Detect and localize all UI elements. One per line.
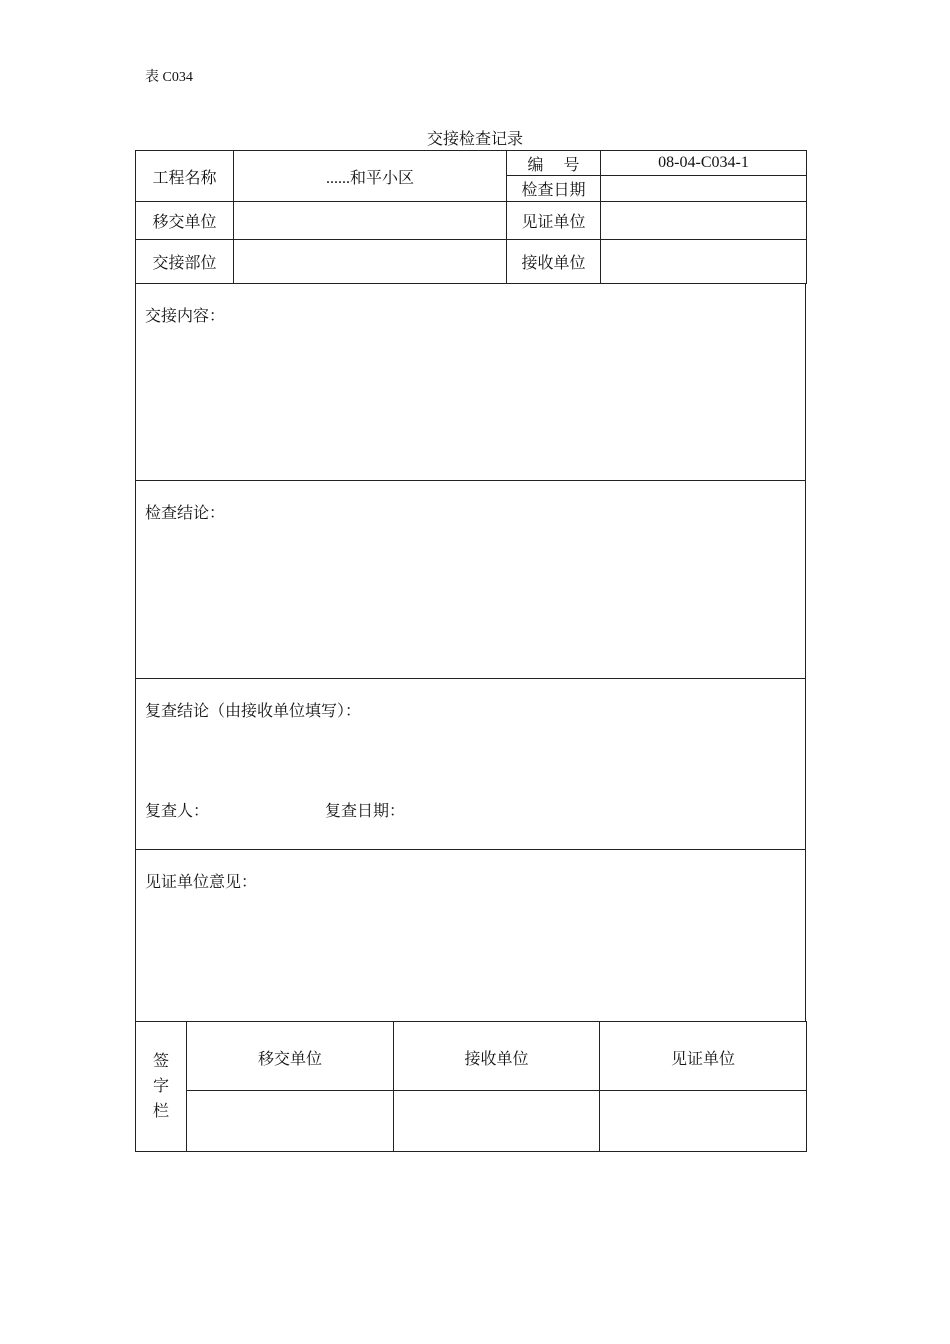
witness-unit-label: 见证单位 xyxy=(507,202,601,240)
review-conclusion-label: 复查结论（由接收单位填写）： xyxy=(145,703,362,720)
form-code: 表 C034 xyxy=(145,70,193,85)
handover-unit-value[interactable] xyxy=(234,202,507,240)
review-date-label: 复查日期： xyxy=(325,803,406,820)
signature-table xyxy=(135,1021,807,1152)
signature-side-char-3: 栏 xyxy=(152,1103,169,1120)
signature-side-char-2: 字 xyxy=(152,1078,169,1095)
review-conclusion-section[interactable] xyxy=(135,678,806,850)
header-table xyxy=(135,150,807,284)
check-conclusion-label: 检查结论： xyxy=(145,505,226,522)
form-title: 交接检查记录 xyxy=(426,131,523,148)
check-date-label: 检查日期 xyxy=(507,176,601,202)
signature-witness-unit-field[interactable] xyxy=(600,1091,807,1152)
reviewer-label: 复查人： xyxy=(145,803,210,820)
handover-content-section[interactable] xyxy=(135,283,806,481)
number-value[interactable]: 08-04-C034-1 xyxy=(601,151,807,176)
witness-opinion-section[interactable] xyxy=(135,849,806,1022)
handover-part-label: 交接部位 xyxy=(136,240,234,284)
check-date-value[interactable] xyxy=(601,176,807,202)
handover-content-label: 交接内容： xyxy=(145,308,226,325)
project-name-label: 工程名称 xyxy=(136,151,234,202)
handover-part-value[interactable] xyxy=(234,240,507,284)
receiving-unit-value[interactable] xyxy=(601,240,807,284)
witness-opinion-label: 见证单位意见： xyxy=(145,874,258,891)
check-conclusion-section[interactable] xyxy=(135,480,806,679)
witness-unit-value[interactable] xyxy=(601,202,807,240)
handover-unit-label: 移交单位 xyxy=(136,202,234,240)
signature-witness-unit-label: 见证单位 xyxy=(600,1022,807,1091)
receiving-unit-label: 接收单位 xyxy=(507,240,601,284)
project-name-value[interactable]: ......和平小区 xyxy=(234,151,507,202)
signature-handover-unit-label: 移交单位 xyxy=(187,1022,394,1091)
signature-side-label xyxy=(136,1022,187,1152)
number-label: 编 号 xyxy=(507,151,601,176)
signature-handover-unit-field[interactable] xyxy=(187,1091,394,1152)
signature-side-char-1: 签 xyxy=(152,1053,169,1070)
signature-receiving-unit-label: 接收单位 xyxy=(394,1022,600,1091)
signature-receiving-unit-field[interactable] xyxy=(394,1091,600,1152)
